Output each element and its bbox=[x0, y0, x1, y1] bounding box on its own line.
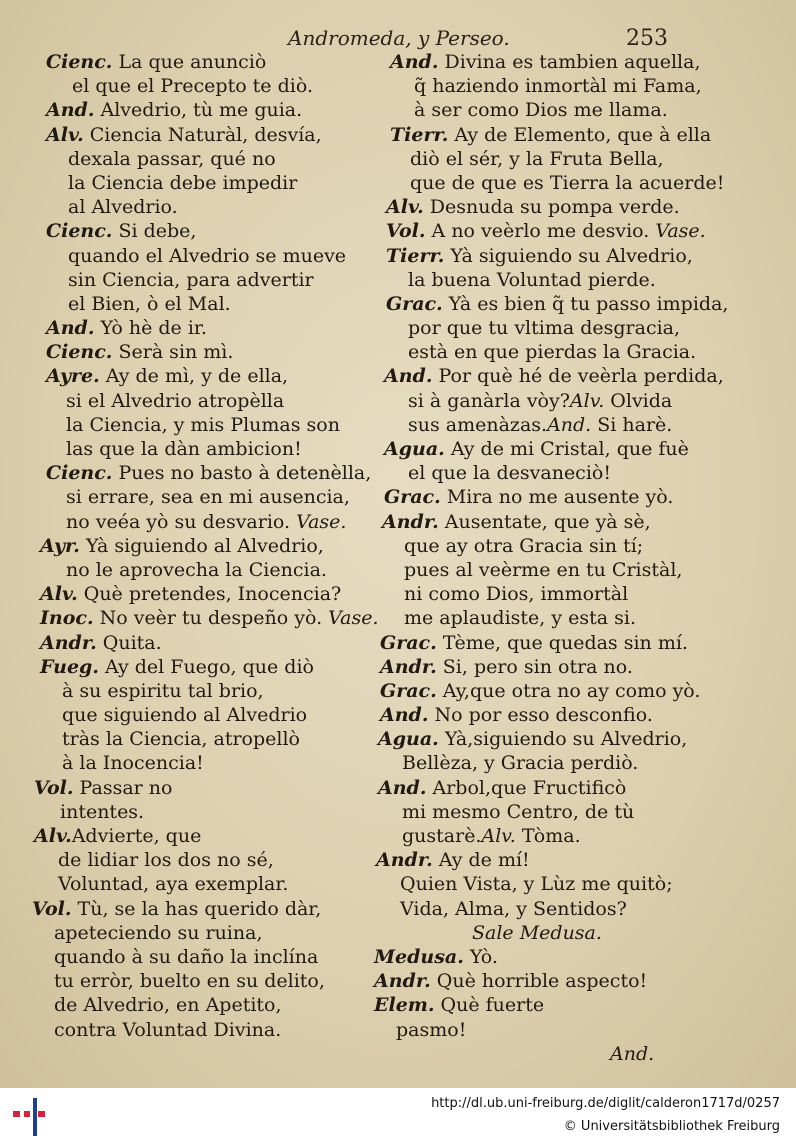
verse-text: intentes. bbox=[60, 800, 145, 823]
text-line bbox=[0, 848, 380, 872]
text-line bbox=[372, 50, 796, 74]
speaker-name: Cienc. bbox=[46, 51, 113, 73]
verse-text: la Ciencia debe impedir bbox=[68, 171, 298, 194]
text-line bbox=[0, 316, 380, 340]
text-line bbox=[0, 921, 380, 945]
verse-text: la Ciencia, y mis Plumas son bbox=[66, 413, 340, 436]
verse-text: pasmo! bbox=[396, 1018, 467, 1041]
text-line bbox=[0, 993, 380, 1017]
speaker-name: Vol. bbox=[32, 897, 72, 920]
speaker-name: Ayre. bbox=[46, 365, 100, 388]
verse-text: de Alvedrio, en Apetito, bbox=[54, 994, 282, 1017]
verse-text: las que la dàn ambicion! bbox=[66, 438, 302, 460]
verse-text: La que anunciò bbox=[112, 51, 267, 73]
text-line bbox=[372, 244, 796, 268]
speaker-name: Vol. bbox=[386, 220, 426, 243]
text-line bbox=[0, 364, 380, 388]
verse-text: al Alvedrio. bbox=[68, 196, 178, 219]
speaker-name: Agua. bbox=[384, 438, 445, 460]
text-line bbox=[0, 631, 380, 655]
text-line bbox=[372, 1018, 796, 1042]
verse-text: Si, pero sin otra no. bbox=[436, 655, 633, 678]
text-line bbox=[372, 558, 796, 582]
verse-text: No veèr tu despeño yò. bbox=[93, 607, 323, 630]
text-line bbox=[372, 389, 796, 413]
verse-text: la buena Voluntad pierde. bbox=[408, 268, 656, 291]
text-line bbox=[0, 123, 380, 147]
text-line bbox=[372, 824, 796, 848]
verse-text: si el Alvedrio atropèlla bbox=[66, 389, 285, 412]
stage-direction: Vase. bbox=[328, 607, 379, 630]
verse-text: No por esso desconfio. bbox=[428, 704, 653, 727]
text-line bbox=[0, 751, 380, 775]
verse-text: Si harè. bbox=[591, 413, 673, 436]
verse-text: Ay de mi Cristal, que fuè bbox=[444, 438, 689, 460]
text-line bbox=[372, 969, 796, 993]
text-line bbox=[372, 945, 796, 969]
verse-text: à su espiritu tal brio, bbox=[62, 679, 264, 702]
running-title: Andromeda, y Perseo. bbox=[288, 26, 510, 50]
speaker-name: And. bbox=[390, 51, 439, 73]
verse-text: Mira no me ausente yò. bbox=[440, 486, 674, 509]
verse-text: Por què hé de veèrla perdida, bbox=[432, 365, 724, 388]
verse-text: que de que es Tierra la acuerde! bbox=[410, 171, 725, 194]
verse-text: Olvida bbox=[604, 389, 673, 412]
speaker-name: Medusa. bbox=[374, 945, 464, 968]
text-line bbox=[0, 74, 380, 98]
text-line bbox=[0, 50, 380, 74]
verse-text: no le aprovecha la Ciencia. bbox=[66, 558, 327, 581]
copyright-notice: © Universitätsbibliothek Freiburg bbox=[563, 1119, 780, 1134]
text-line bbox=[372, 413, 796, 437]
verse-text: apeteciendo su ruina, bbox=[54, 921, 263, 944]
text-line bbox=[0, 510, 380, 534]
verse-text: q̃ haziendo inmortàl mi Fama, bbox=[414, 75, 702, 98]
text-line bbox=[372, 534, 796, 558]
verse-text: Yò. bbox=[463, 945, 498, 968]
verse-text: A no veèrlo me desvio. bbox=[425, 220, 650, 243]
verse-text: Passar no bbox=[73, 776, 173, 799]
stage-direction: And. bbox=[610, 1042, 655, 1065]
text-line bbox=[0, 437, 380, 461]
verse-text: si à ganàrla vòy? bbox=[408, 389, 570, 412]
text-line bbox=[372, 993, 796, 1017]
stage-direction: Alv. bbox=[481, 825, 516, 847]
source-url-link[interactable]: http://dl.ub.uni-freiburg.de/diglit/calderon1717d/0257 bbox=[431, 1096, 780, 1111]
verse-text: Tù, se la has querido dàr, bbox=[71, 897, 322, 920]
text-line bbox=[372, 364, 796, 388]
verse-text: Ay del Fuego, que diò bbox=[98, 655, 314, 678]
text-line bbox=[372, 800, 796, 824]
text-line bbox=[0, 872, 380, 896]
text-line bbox=[0, 244, 380, 268]
text-line bbox=[0, 1018, 380, 1042]
text-line bbox=[0, 413, 380, 437]
text-line bbox=[0, 195, 380, 219]
verse-text: quando à su daño la inclína bbox=[54, 945, 319, 968]
text-line bbox=[0, 727, 380, 751]
speaker-name: Alv. bbox=[40, 583, 78, 606]
speaker-name: Ayr. bbox=[40, 534, 80, 557]
verse-text: Alvedrio, tù me guia. bbox=[94, 99, 303, 122]
text-line bbox=[372, 897, 796, 921]
verse-text: dexala passar, qué no bbox=[68, 147, 276, 170]
text-line bbox=[0, 98, 380, 122]
text-line bbox=[0, 897, 380, 921]
text-line bbox=[372, 437, 796, 461]
verse-text: Yà,siguiendo su Alvedrio, bbox=[438, 728, 688, 751]
verse-text: sus amenàzas. bbox=[408, 413, 548, 436]
verse-text: ni como Dios, immortàl bbox=[404, 583, 629, 606]
verse-text: Ay de Elemento, que à ella bbox=[448, 123, 712, 146]
speaker-name: Inoc. bbox=[40, 607, 94, 630]
text-line bbox=[372, 147, 796, 171]
verse-text: Yà siguiendo su Alvedrio, bbox=[444, 244, 693, 267]
verse-text: Advierte, que bbox=[71, 825, 202, 847]
text-line bbox=[372, 679, 796, 703]
verse-text: Ay,que otra no ay como yò. bbox=[436, 679, 701, 702]
text-line bbox=[0, 824, 380, 848]
text-line bbox=[372, 461, 796, 485]
verse-text: Desnuda su pompa verde. bbox=[423, 196, 680, 219]
verse-text: Yà es bien q̃ tu passo impida, bbox=[442, 292, 729, 315]
text-line bbox=[372, 340, 796, 364]
text-line bbox=[0, 582, 380, 606]
verse-text: à ser como Dios me llama. bbox=[414, 99, 668, 122]
text-line bbox=[0, 776, 380, 800]
verse-text: Serà sin mì. bbox=[112, 341, 234, 364]
verse-text: Quien Vista, y Lùz me quitò; bbox=[400, 873, 673, 896]
speaker-name: Grac. bbox=[380, 679, 437, 702]
verse-text: me aplaudiste, y esta si. bbox=[404, 607, 637, 630]
verse-text: Tòma. bbox=[515, 825, 581, 847]
verse-text: contra Voluntad Divina. bbox=[54, 1018, 282, 1041]
text-line bbox=[372, 703, 796, 727]
footer-bar bbox=[0, 1088, 796, 1145]
verse-text: Què pretendes, Inocencia? bbox=[77, 583, 342, 606]
text-line bbox=[372, 485, 796, 509]
speaker-name: Alv. bbox=[386, 196, 424, 219]
left-column bbox=[0, 50, 380, 1042]
verse-text: que ay otra Gracia sin tí; bbox=[404, 534, 644, 557]
speaker-name: Andr. bbox=[374, 970, 431, 993]
page-number: 253 bbox=[626, 26, 668, 51]
verse-text: mi mesmo Centro, de tù bbox=[402, 800, 635, 823]
verse-text: Bellèza, y Gracia perdiò. bbox=[402, 752, 639, 775]
text-line bbox=[372, 74, 796, 98]
speaker-name: Tierr. bbox=[386, 244, 445, 267]
speaker-name: Andr. bbox=[382, 510, 439, 533]
speaker-name: Andr. bbox=[380, 655, 437, 678]
text-line bbox=[0, 679, 380, 703]
text-line bbox=[372, 776, 796, 800]
verse-text: gustarè. bbox=[402, 825, 482, 847]
verse-text: no veéa yò su desvario. bbox=[66, 510, 291, 533]
verse-text: Yà siguiendo al Alvedrio, bbox=[79, 534, 324, 557]
verse-text: Si debe, bbox=[112, 220, 197, 243]
text-line bbox=[0, 461, 380, 485]
speaker-name: Andr. bbox=[40, 631, 97, 654]
verse-text: de lidiar los dos no sé, bbox=[58, 849, 274, 872]
text-line bbox=[0, 292, 380, 316]
speaker-name: Alv. bbox=[34, 825, 72, 847]
verse-text: pues al veèrme en tu Cristàl, bbox=[404, 558, 683, 581]
text-line bbox=[372, 195, 796, 219]
text-line bbox=[0, 800, 380, 824]
text-line bbox=[372, 606, 796, 630]
text-line bbox=[0, 389, 380, 413]
speaker-name: Grac. bbox=[380, 631, 437, 654]
right-column bbox=[372, 50, 796, 1066]
stage-direction: Alv. bbox=[569, 389, 605, 412]
text-line bbox=[372, 582, 796, 606]
text-line bbox=[0, 606, 380, 630]
text-line bbox=[0, 655, 380, 679]
speaker-name: Andr. bbox=[376, 849, 433, 872]
verse-text: Tème, que quedas sin mí. bbox=[436, 631, 688, 654]
speaker-name: And. bbox=[46, 317, 95, 340]
speaker-name: Grac. bbox=[384, 486, 441, 509]
verse-text: Ay de mí! bbox=[432, 849, 530, 872]
verse-text: Arbol,que Fructificò bbox=[426, 776, 627, 799]
text-line bbox=[372, 655, 796, 679]
text-line bbox=[0, 558, 380, 582]
text-line bbox=[0, 340, 380, 364]
text-line bbox=[0, 969, 380, 993]
verse-text: quando el Alvedrio se mueve bbox=[68, 244, 347, 267]
text-line bbox=[372, 171, 796, 195]
speaker-name: Cienc. bbox=[46, 341, 113, 364]
verse-text: por que tu vltima desgracia, bbox=[408, 317, 681, 340]
verse-text: Què fuerte bbox=[434, 994, 545, 1017]
speaker-name: Vol. bbox=[34, 776, 74, 799]
speaker-name: Alv. bbox=[46, 123, 84, 146]
verse-text: Divina es tambien aquella, bbox=[438, 51, 701, 73]
text-line bbox=[372, 848, 796, 872]
text-line bbox=[372, 219, 796, 243]
text-line bbox=[0, 534, 380, 558]
speaker-name: And. bbox=[384, 365, 433, 388]
speaker-name: And. bbox=[378, 776, 427, 799]
text-line bbox=[0, 171, 380, 195]
text-line bbox=[372, 98, 796, 122]
text-line bbox=[372, 292, 796, 316]
verse-text: Ausentate, que yà sè, bbox=[438, 510, 651, 533]
verse-text: sin Ciencia, para advertir bbox=[68, 268, 314, 291]
verse-text: està en que pierdas la Gracia. bbox=[408, 341, 697, 364]
verse-text: el Bien, ò el Mal. bbox=[68, 292, 231, 315]
verse-text: Ciencia Naturàl, desvía, bbox=[83, 123, 322, 146]
verse-text: à la Inocencia! bbox=[62, 752, 204, 775]
speaker-name: Fueg. bbox=[40, 655, 99, 678]
speaker-name: Cienc. bbox=[46, 462, 113, 485]
speaker-name: And. bbox=[380, 704, 429, 727]
verse-text: diò el sér, y la Fruta Bella, bbox=[410, 147, 664, 170]
text-line bbox=[0, 703, 380, 727]
text-line bbox=[372, 921, 796, 945]
text-line bbox=[372, 268, 796, 292]
text-line bbox=[372, 631, 796, 655]
speaker-name: And. bbox=[46, 99, 95, 122]
verse-text: el que la desvaneciò! bbox=[408, 462, 611, 485]
verse-text: Pues no basto à detenèlla, bbox=[112, 462, 372, 485]
verse-text: Ay de mì, y de ella, bbox=[99, 365, 289, 388]
text-line bbox=[0, 485, 380, 509]
verse-text: que siguiendo al Alvedrio bbox=[62, 704, 308, 727]
stage-direction: Vase. bbox=[296, 510, 347, 533]
speaker-name: Cienc. bbox=[46, 220, 113, 243]
verse-text: Yò hè de ir. bbox=[94, 317, 207, 340]
text-line bbox=[372, 123, 796, 147]
stage-direction: And. bbox=[547, 413, 592, 436]
verse-text: tu erròr, buelto en su delito, bbox=[54, 970, 325, 993]
text-line bbox=[0, 147, 380, 171]
text-line bbox=[372, 510, 796, 534]
speaker-name: Elem. bbox=[374, 994, 435, 1017]
text-line bbox=[372, 751, 796, 775]
text-line bbox=[0, 219, 380, 243]
text-line bbox=[372, 1042, 796, 1066]
text-line bbox=[372, 727, 796, 751]
verse-text: Vida, Alma, y Sentidos? bbox=[400, 897, 627, 920]
verse-text: Voluntad, aya exemplar. bbox=[58, 873, 289, 896]
verse-text: si errare, sea en mi ausencia, bbox=[66, 486, 350, 509]
text-line bbox=[0, 268, 380, 292]
text-line bbox=[372, 872, 796, 896]
verse-text: Què horrible aspecto! bbox=[430, 970, 648, 993]
stage-direction: Sale Medusa. bbox=[472, 921, 602, 944]
verse-text: el que el Precepto te diò. bbox=[72, 75, 313, 98]
speaker-name: Agua. bbox=[378, 728, 439, 751]
speaker-name: Grac. bbox=[386, 292, 443, 315]
text-line bbox=[0, 945, 380, 969]
stage-direction: Vase. bbox=[655, 220, 706, 243]
verse-text: Quita. bbox=[96, 631, 162, 654]
university-logo-icon bbox=[10, 1096, 54, 1138]
verse-text: tràs la Ciencia, atropellò bbox=[62, 728, 300, 751]
speaker-name: Tierr. bbox=[390, 123, 449, 146]
text-line bbox=[372, 316, 796, 340]
